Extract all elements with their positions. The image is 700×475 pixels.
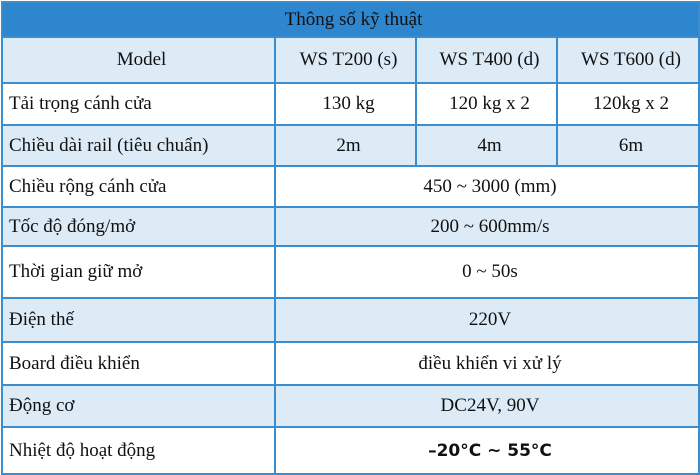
cell-value: 0 ~ 50s: [275, 246, 699, 298]
header-model-ws-t600: WS T600 (d): [557, 37, 699, 83]
table-row: [2, 298, 699, 342]
cell-value: 6m: [557, 125, 699, 166]
cell-value: DC24V, 90V: [275, 385, 699, 427]
table-row: [2, 342, 699, 385]
table-row: [2, 125, 699, 166]
header-row: [2, 37, 699, 83]
row-label-door-width: Chiều rộng cánh cửa: [2, 166, 275, 207]
header-model-label: Model: [2, 37, 275, 83]
header-model-ws-t400: WS T400 (d): [416, 37, 557, 83]
row-label-hold-time: Thời gian giữ mở: [2, 246, 275, 298]
title-row: [2, 2, 699, 37]
table-row: [2, 83, 699, 125]
row-label-door-load: Tải trọng cánh cửa: [2, 83, 275, 125]
table-row: [2, 166, 699, 207]
cell-value: 450 ~ 3000 (mm): [275, 166, 699, 207]
row-label-voltage: Điện thế: [2, 298, 275, 342]
cell-value: điều khiển vi xử lý: [275, 342, 699, 385]
row-label-control-board: Board điều khiển: [2, 342, 275, 385]
cell-value: –20°C ~ 55°C: [275, 427, 699, 474]
cell-value: 4m: [416, 125, 557, 166]
table-row: [2, 385, 699, 427]
cell-value: 120kg x 2: [557, 83, 699, 125]
row-label-motor: Động cơ: [2, 385, 275, 427]
cell-value: 130 kg: [275, 83, 416, 125]
table-row: [2, 207, 699, 246]
table-row: [2, 427, 699, 474]
header-model-ws-t200: WS T200 (s): [275, 37, 416, 83]
cell-value: 220V: [275, 298, 699, 342]
cell-value: 2m: [275, 125, 416, 166]
table-title: Thông số kỹ thuật: [2, 2, 699, 37]
cell-value: 120 kg x 2: [416, 83, 557, 125]
row-label-rail-length: Chiều dài rail (tiêu chuẩn): [2, 125, 275, 166]
table-row: [2, 246, 699, 298]
spec-table: [1, 1, 700, 475]
row-label-speed: Tốc độ đóng/mở: [2, 207, 275, 246]
cell-value: 200 ~ 600mm/s: [275, 207, 699, 246]
row-label-operating-temperature: Nhiệt độ hoạt động: [2, 427, 275, 474]
